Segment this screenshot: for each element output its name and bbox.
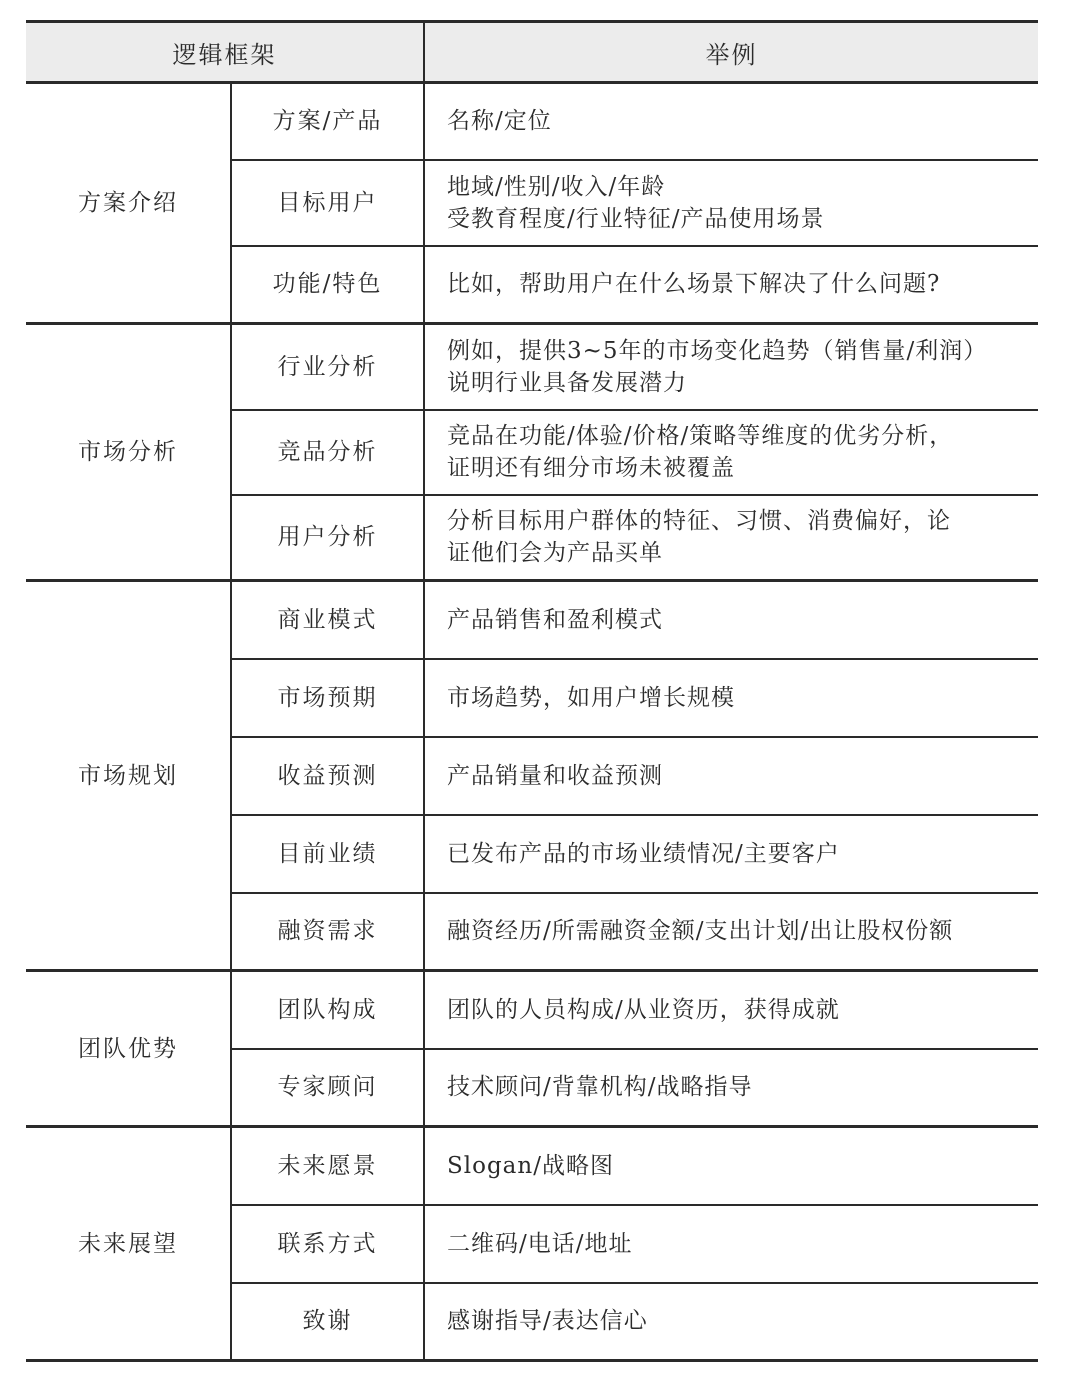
example-text-line: 证明还有细分市场未被覆盖 [447,455,735,481]
example-text-line: 说明行业具备发展潜力 [447,369,687,396]
example-cell [424,815,1038,893]
example-text-line: 产品销量和收益预测 [447,762,663,789]
item-label: 用户分析 [231,495,424,581]
example-cell [424,1049,1038,1127]
table-header [26,22,1038,83]
example-text-line: Slogan/战略图 [447,1152,614,1179]
item-label: 目前业绩 [231,815,424,893]
item-label: 功能/特色 [231,246,424,324]
example-cell [424,160,1038,246]
item-label: 专家顾问 [231,1049,424,1127]
section-label: 市场规划 [26,581,231,971]
example-cell [424,83,1038,160]
table-row [26,1127,1038,1205]
section-label: 市场分析 [26,324,231,581]
example-cell [424,581,1038,659]
section-label: 未来展望 [26,1127,231,1361]
item-label: 市场预期 [231,659,424,737]
item-label: 团队构成 [231,971,424,1049]
example-text-line: 感谢指导/表达信心 [447,1308,648,1335]
example-text-line: 分析目标用户群体的特征、习惯、消费偏好，论 [447,508,951,535]
example-text-line: 例如，提供3~5年的市场变化趋势（销售量/利润） [447,337,988,364]
header-example: 举例 [424,22,1038,83]
item-label: 竞品分析 [231,410,424,495]
header-framework: 逻辑框架 [26,22,424,83]
example-text-line: 团队的人员构成/从业资历，获得成就 [447,996,840,1023]
example-text-line: 市场趋势，如用户增长规模 [447,684,735,711]
example-cell [424,1127,1038,1205]
header-row [26,22,1038,83]
example-text-line: 名称/定位 [447,108,552,135]
example-text-line: 技术顾问/背靠机构/战略指导 [447,1074,753,1101]
item-label: 目标用户 [231,160,424,246]
table-row [26,971,1038,1049]
example-text-line: 融资经历/所需融资金额/支出计划/出让股权份额 [447,918,954,945]
section-label: 方案介绍 [26,83,231,324]
example-cell [424,1283,1038,1361]
example-cell [424,246,1038,324]
framework-table [26,20,1038,1362]
example-text-line: 竞品在功能/体验/价格/策略等维度的优劣分析， [447,423,954,449]
section-label: 团队优势 [26,971,231,1127]
example-text-line: 已发布产品的市场业绩情况/主要客户 [447,840,840,867]
example-text-line: 地域/性别/收入/年龄 [447,173,666,200]
example-text-line: 受教育程度/行业特征/产品使用场景 [447,205,825,232]
item-label: 方案/产品 [231,83,424,160]
table-row [26,324,1038,410]
example-cell [424,410,1038,495]
example-text-line: 产品销售和盈利模式 [447,606,663,633]
example-cell [424,1205,1038,1283]
table-row [26,581,1038,659]
table-body [26,83,1038,1361]
item-label: 融资需求 [231,893,424,971]
example-text-line: 二维码/电话/地址 [447,1230,633,1257]
example-cell [424,893,1038,971]
item-label: 联系方式 [231,1205,424,1283]
example-cell [424,971,1038,1049]
example-cell [424,324,1038,410]
item-label: 致谢 [231,1283,424,1361]
item-label: 未来愿景 [231,1127,424,1205]
example-text-line: 比如，帮助用户在什么场景下解决了什么问题? [447,271,941,298]
item-label: 商业模式 [231,581,424,659]
item-label: 行业分析 [231,324,424,410]
table-row [26,83,1038,160]
example-text-line: 证他们会为产品买单 [447,540,663,567]
example-cell [424,659,1038,737]
item-label: 收益预测 [231,737,424,815]
example-cell [424,495,1038,581]
example-cell [424,737,1038,815]
